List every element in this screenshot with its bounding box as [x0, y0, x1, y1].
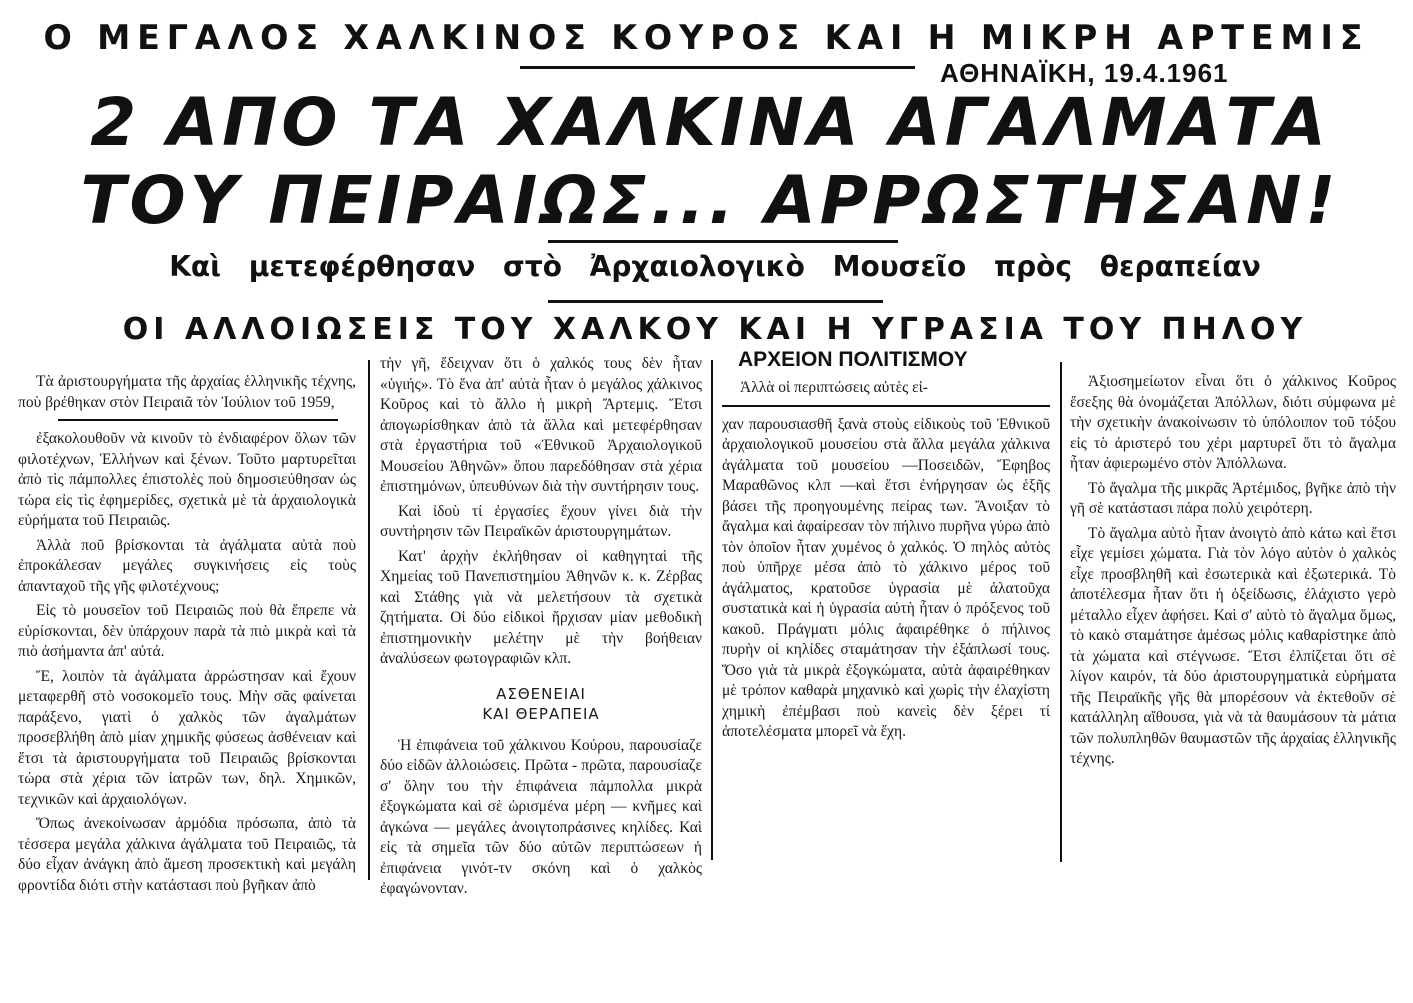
paragraph: Εἰς τὸ μουσεῖον τοῦ Πειραιῶς ποὺ θὰ ἔπρεπε νὰ εὑρίσκονται, δὲν ὑπάρχουν παρὰ τὰ πιὸ μικρὰ καὶ τὰ πιὸ ἀσήμαντα ἀπ' αὐτά. [18, 602, 356, 660]
article-column-2 [380, 354, 702, 904]
paragraph: Ἔ, λοιπὸν τὰ ἀγάλματα ἀρρώστησαν καὶ ἔχουν μεταφερθῆ στὸ νοσοκομεῖο τους. Μὴν σᾶς φαίνεται παράξενο, γιατὶ ὁ χαλκὸς τῶν ἀγαλμάτων προσεβλήθη ἀπὸ μίαν χημικῆς φύσεως ἀσθένειαν καὶ ἔτσι τὰ ἀριστουργήματα τοῦ Πειραιῶς βρίσκονται τώρα στὰ χέρια τῶν ἰατρῶν των, δηλ. Χημικῶν, τεχνικῶν καὶ ἀρχαιολόγων. [18, 667, 356, 808]
column-separator [368, 360, 370, 880]
intro-rule [58, 419, 338, 421]
paragraph: ἐξακολουθοῦν νὰ κινοῦν τὸ ἐνδιαφέρον ὅλων τῶν φιλοτέχνων, Ἑλλήνων καὶ ξένων. Τοῦτο μαρτυρεῖται ἀπὸ τὶς πάμπολλες ἐπιστολὲς ποὺ δημοσιεύθησαν ὡς τώρα εἰς τὶς ἐφημερίδες, σχετικὰ μὲ τὰ ἀρχαιολογικὰ εὑρήματα τοῦ Πειραιῶς. [18, 430, 356, 529]
article-column-1 [18, 372, 356, 900]
paragraph: Ὅπως ἀνεκοίνωσαν ἁρμόδια πρόσωπα, ἀπὸ τὰ τέσσερα μεγάλα χάλκινα ἀγάλματα τοῦ Πειραιῶς, τὰ δύο εἶχαν ἀνάγκη ἀπὸ ἄμεση προσεκτικὴ καὶ μεγάλη φροντίδα διότι στὴν κατάστασι ποὺ βγῆκαν ἀπὸ [18, 815, 356, 894]
column-rule [722, 405, 1050, 407]
section-heading-line-1: ΑΣΘΕΝΕΙΑΙ [496, 684, 586, 703]
divider-rule [548, 240, 898, 243]
paragraph: Κατ' ἀρχὴν ἐκλήθησαν οἱ καθηγηταὶ τῆς Χημείας τοῦ Πανεπιστημίου Ἀθηνῶν κ. κ. Ζέρβας καὶ Στάθης γιὰ νὰ μελετήσουν τὰ σχετικὰ ζητήματα. Οἱ δύο εἰδικοὶ ἤρχισαν μίαν μεθοδικὴ ἐπιστημονικὴν μελέτην μὲ τὴν βοήθειαν ἀναλύσεων φωτογραφιῶν κλπ. [380, 547, 702, 667]
article-column-4 [1070, 372, 1396, 774]
paragraph: Ἀλλὰ ποῦ βρίσκονται τὰ ἀγάλματα αὐτὰ ποὺ ἐπροκάλεσαν μεγάλες συγκινήσεις εἰς τοὺς ἀπανταχοῦ τῆς γῆς φιλοτέχνους; [18, 536, 356, 595]
divider-rule [520, 66, 915, 69]
paragraph: Τὸ ἄγαλμα αὐτὸ ἦταν ἀνοιγτὸ ἀπὸ κάτω καὶ ἔτσι εἶχε γεμίσει χώματα. Γιὰ τὸν λόγο αὐτὸν ὁ χαλκὸς εἶχε προσβληθῆ καὶ ἐσωτερικὰ καὶ ἐξωτερικά. Τὸ ἀποτέλεσμα ἦταν ὅτι ἡ ὀξείδωσις, ἐλάχιστο γερὸ μέταλλο εἶχεν ἀφήσει. Καὶ σ' αὐτὸ τὸ ἄγαλμα ὅμως, τὸ κακὸ σταμάτησε ἀμέσως μόλις καθαρίστηκε ἀπὸ τὰ χώματα καὶ στέγνωσε. Ἔτσι ἐλπίζεται ὅτι σὲ λίγον καιρόν, τὰ δύο ἀριστουργηματικὰ εὑρήματα τῆς Πειραϊκῆς γῆς θὰ μπορέσουν νὰ ἐκτεθοῦν σὲ κατάλληλη αἴθουσα, γιὰ νὰ τὰ θαυμάσουν τὰ μάτια τῶν πολυπληθῶν θαυμαστῶν τῆς ἀρχαίας ἑλληνικῆς τέχνης. [1070, 524, 1396, 767]
subheadline-caps: ΟΙ ΑΛΛΟΙΩΣΕΙΣ ΤΟΥ ΧΑΛΚΟΥ ΚΑΙ Η ΥΓΡΑΣΙΑ ΤΟΥ ΠΗΛΟΥ [122, 312, 1308, 347]
kicker-headline: Ο ΜΕΓΑΛΟΣ ΧΑΛΚΙΝΟΣ ΚΟΥΡΟΣ ΚΑΙ Η ΜΙΚΡΗ ΑΡΤΕΜΙΣ [43, 18, 1370, 58]
archive-label: ΑΡΧΕΙΟΝ ΠΟΛΙΤΙΣΜΟΥ [738, 348, 968, 371]
paragraph: τὴν γῆ, ἔδειχναν ὅτι ὁ χαλκός τους δὲν ἦταν «ὑγιής». Τὸ ἕνα ἀπ' αὐτὰ ἦταν ὁ μεγάλος χάλκινος Κοῦρος καὶ τὸ ἄλλο ἡ μικρὴ Ἄρτεμις. Ἔτσι ἀπογωρίσθηκαν ἀπὸ τὰ ἄλλα καὶ μετεφέρθησαν στὰ ἐργαστήρια τοῦ «Ἐθνικοῦ Ἀρχαιολογικοῦ Μουσείου Ἀθηνῶν» ὅπου παρεδόθησαν στὰ χέρια ἐπιστημόνων, ὑπευθύνων διὰ τὴν συντήρησιν τους. [380, 355, 702, 495]
newspaper-source-date: ΑΘΗΝΑΪΚΗ, 19.4.1961 [940, 58, 1229, 88]
paragraph: Ἀλλὰ οἱ περιπτώσεις αὐτὲς εἰ- [740, 379, 928, 396]
column-separator [1060, 362, 1062, 862]
intro-paragraph: Τὰ ἀριστουργήματα τῆς ἀρχαίας ἑλληνικῆς τέχνης, ποὺ βρέθηκαν στὸν Πειραιᾶ τὸν Ἰούλιον τοῦ 1959, [18, 373, 356, 411]
article-column-3 [722, 378, 1050, 747]
column-separator [711, 360, 713, 860]
paragraph: Ἡ ἐπιφάνεια τοῦ χάλκινου Κούρου, παρουσίαζε δύο εἰδῶν ἀλλοιώσεις. Πρῶτα - πρῶτα, παρουσίαζε σ' ὅλην του τὴν ἐπιφάνεια πάμπολλα μικρὰ ἐξογκώματα καὶ σὲ ὡρισμένα μέρη — κνῆμες καὶ ἀγκώνα — μεγάλες ἀνοιγτοπράσινες κηλίδες. Καὶ εἰς τὰ σημεῖα τῶν δύο αὐτῶν περιπτώσεων ἡ ἐπιφάνεια γινότ-τν σκόνη καὶ ὁ χαλκὸς ἐφαγώνονταν. [380, 736, 702, 897]
subheadline: Καὶ μετεφέρθησαν στὸ Ἀρχαιολογικὸ Μουσεῖο πρὸς θεραπείαν [169, 250, 1261, 283]
paragraph: χαν παρουσιασθῆ ξανὰ στοὺς εἰδικοὺς τοῦ Ἐθνικοῦ ἀρχαιολογικοῦ μουσείου στὰ ἄλλα μεγάλα χάλκινα ἀγάλματα τοῦ μουσείου —Ποσειδῶν, Ἔφηβος Μαραθῶνος κλπ —καὶ ἔτσι ἐνήργησαν ὡς ἑξῆς βάσει τῆς προηγουμένης πείρας των. Ἄνοιξαν τὸ ἄγαλμα καὶ ἀφαίρεσαν τὸν πήλινο πυρῆνα γύρω ἀπὸ τὸν ὁποῖον ἦταν χυμένος ὁ χαλκός. Ὁ πηλὸς αὐτὸς ποὺ ὑπῆρχε μέσα ἀπὸ τὸ χάλκινο μέρος τοῦ ἀγάλματος, κρατοῦσε ὑγρασία μὲ ἁλατοῦχα συστατικὰ καὶ ἡ ὑγρασία αὐτὴ ἦταν ὁ πρόξενος τοῦ κακοῦ. Πράγματι μόλις ἀφαιρέθηκε ὁ πήλινος πυρὴν οἱ κηλίδες σταμάτησαν τὴν ἐξάπλωσί τους. Ὅσο γιὰ τὰ μικρὰ ἐξογκώματα, αὐτὰ ἀφαιρέθηκαν μὲ τρόπον καθαρὰ μηχανικὸ καὶ χωρὶς τὴν ἐλαχίστη χημικὴ ἐπέμβασι ποὺ κανεὶς δὲν ξέρει τί ἀποτελέσματα μπορεῖ νὰ ἔχη. [722, 415, 1050, 740]
main-headline-line-1: 2 ΑΠΟ ΤΑ ΧΑΛΚΙΝΑ ΑΓΑΛΜΑΤΑ [90, 84, 1330, 161]
section-heading [380, 684, 702, 724]
paragraph: Ἀξιοσημείωτον εἶναι ὅτι ὁ χάλκινος Κοῦρος ἔσεξης θὰ ὀνομάζεται Ἀπόλλων, διότι σύμφωνα μὲ τὴν σχετικὴν ἀνακοίνωσιν τὸ ὑπόλοιπον τοῦ τόξου εἰς τὸ ἀριστερό του χέρι μαρτυρεῖ ὅτι τὸ ἄγαλμα ἦταν ἀφιερωμένο στὸν Ἀπόλλωνα. [1070, 373, 1396, 472]
paragraph: Τὸ ἄγαλμα τῆς μικρᾶς Ἀρτέμιδος, βγῆκε ἀπὸ τὴν γῆ σὲ κατάστασι πάρα πολὺ χειρότερη. [1070, 479, 1396, 517]
main-headline-line-2: ΤΟΥ ΠΕΙΡΑΙΩΣ... ΑΡΡΩΣΤΗΣΑΝ! [80, 162, 1340, 239]
paragraph: Καὶ ἰδοὺ τί ἐργασίες ἔχουν γίνει διὰ τὴν συντήρησιν τῶν Πειραϊκῶν ἀριστουργημάτων. [380, 502, 702, 540]
divider-rule [548, 300, 883, 303]
section-heading-line-2: ΚΑΙ ΘΕΡΑΠΕΙΑ [482, 704, 600, 723]
